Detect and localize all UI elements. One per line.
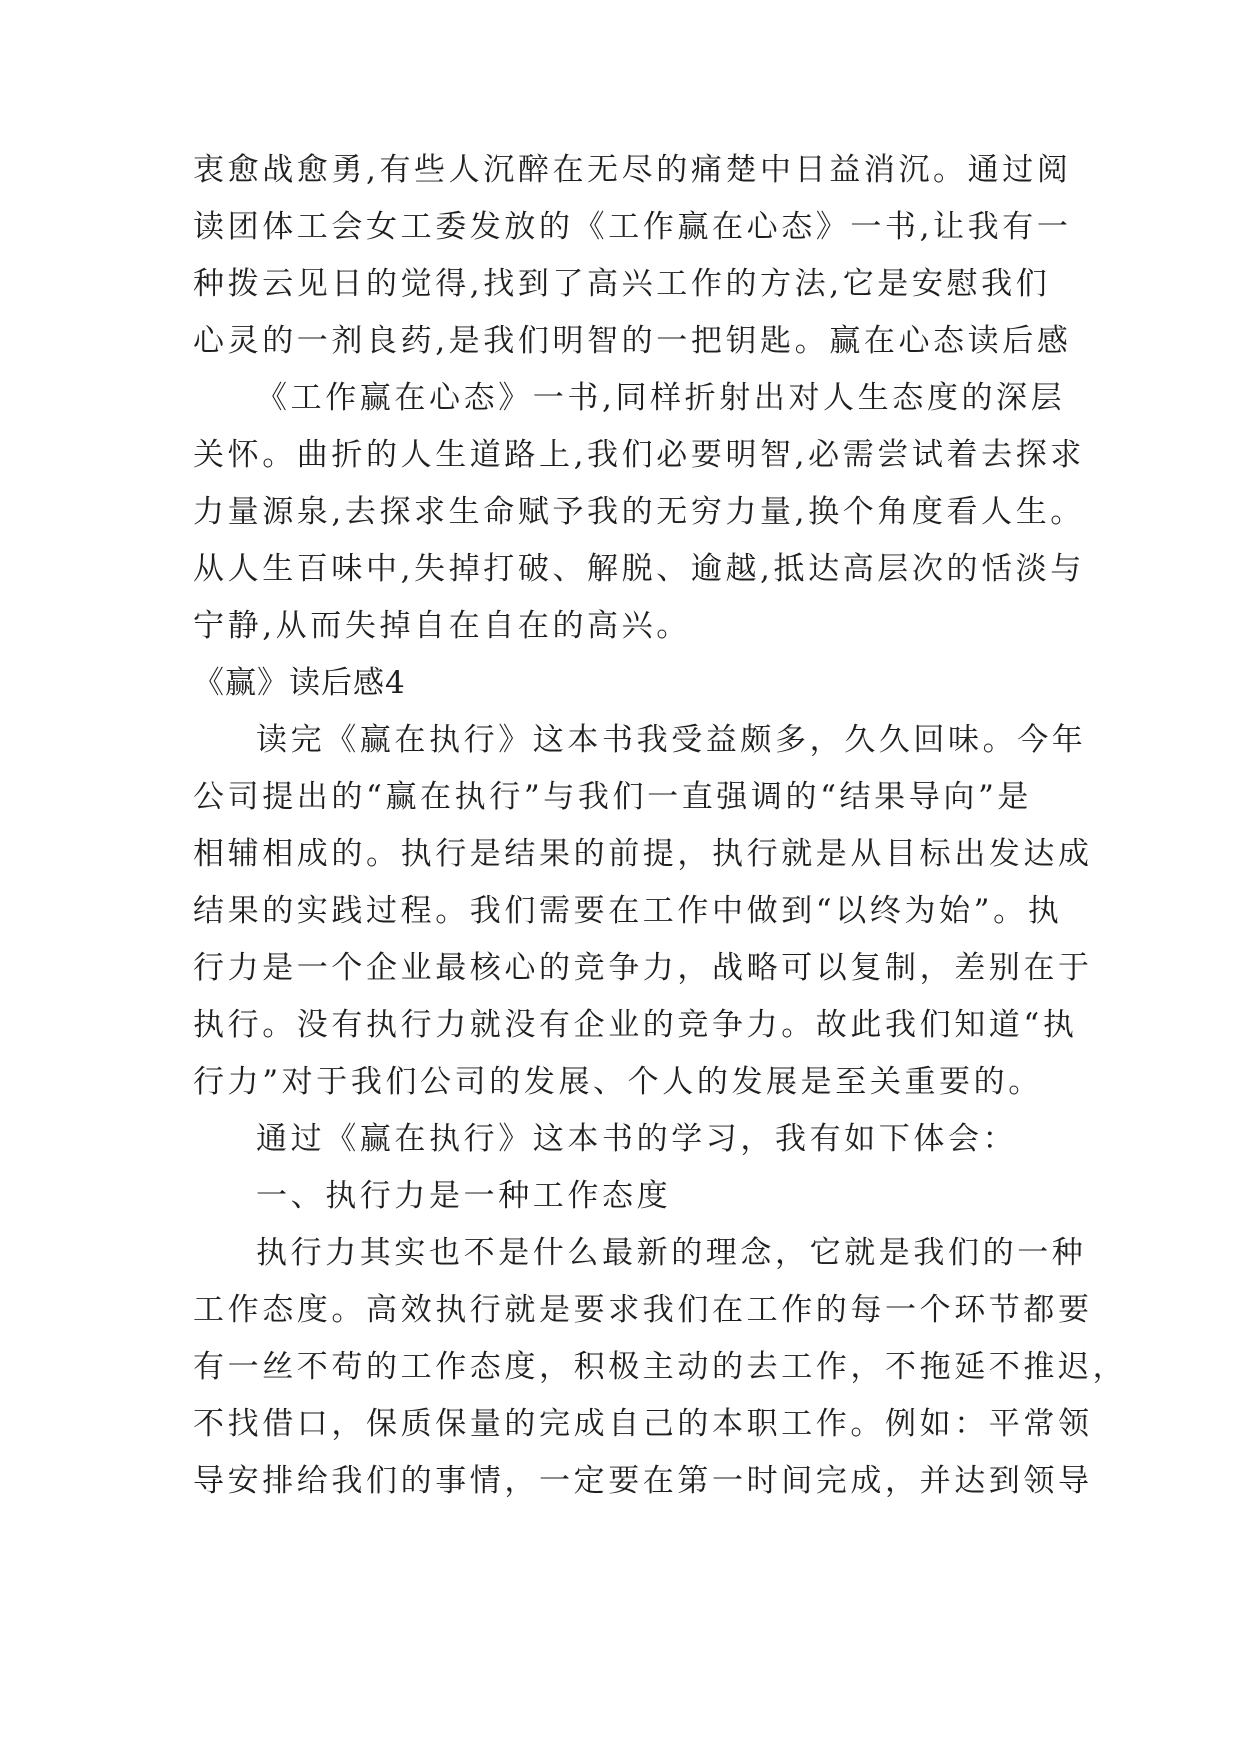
paragraph-line: 执行力其实也不是什么最新的理念，它就是我们的一种	[256, 1235, 1087, 1271]
section-heading: 《赢》读后感4	[193, 665, 406, 701]
paragraph-line: 从人生百味中,失掉打破、解脱、逾越,抵达高层次的恬淡与	[193, 551, 1085, 587]
paragraph-line: 力量源泉,去探求生命赋予我的无穷力量,换个角度看人生。	[193, 494, 1085, 530]
paragraph-line: 宁静,从而失掉自在自在的高兴。	[193, 608, 691, 644]
paragraph-line: 《工作赢在心态》一书,同样折射出对人生态度的深层	[256, 380, 1066, 416]
paragraph-line: 行力”对于我们公司的发展、个人的发展是至关重要的。	[193, 1064, 1043, 1100]
paragraph-line: 工作态度。高效执行就是要求我们在工作的每一个环节都要	[193, 1292, 1093, 1328]
paragraph-line: 有一丝不苟的工作态度，积极主动的去工作，不拖延不推迟，	[193, 1349, 1128, 1385]
paragraph-line: 相辅相成的。执行是结果的前提，执行就是从目标出发达成	[193, 836, 1093, 872]
subheading: 一、执行力是一种工作态度	[256, 1178, 672, 1214]
paragraph-line: 导安排给我们的事情，一定要在第一时间完成，并达到领导	[193, 1463, 1093, 1499]
paragraph-line: 种拨云见日的觉得,找到了高兴工作的方法,它是安慰我们	[193, 266, 1051, 302]
paragraph-line: 读完《赢在执行》这本书我受益颇多，久久回味。今年	[256, 722, 1087, 758]
paragraph-line: 不找借口，保质保量的完成自己的本职工作。例如：平常领	[193, 1406, 1093, 1442]
paragraph-line: 读团体工会女工委发放的《工作赢在心态》一书,让我有一	[193, 209, 1072, 245]
paragraph-line: 公司提出的“赢在执行”与我们一直强调的“结果导向”是	[193, 779, 1032, 815]
paragraph-line: 执行。没有执行力就没有企业的竞争力。故此我们知道“执	[193, 1007, 1078, 1043]
paragraph-line: 结果的实践过程。我们需要在工作中做到“以终为始”。执	[193, 893, 1063, 929]
paragraph-line: 关怀。曲折的人生道路上,我们必要明智,必需尝试着去探求	[193, 437, 1085, 473]
paragraph-line: 衷愈战愈勇,有些人沉醉在无尽的痛楚中日益消沉。通过阅	[193, 152, 1072, 188]
paragraph-line: 行力是一个企业最核心的竞争力，战略可以复制，差别在于	[193, 950, 1093, 986]
paragraph-line: 心灵的一剂良药,是我们明智的一把钥匙。赢在心态读后感	[193, 323, 1072, 359]
paragraph-line: 通过《赢在执行》这本书的学习，我有如下体会：	[256, 1121, 1018, 1157]
